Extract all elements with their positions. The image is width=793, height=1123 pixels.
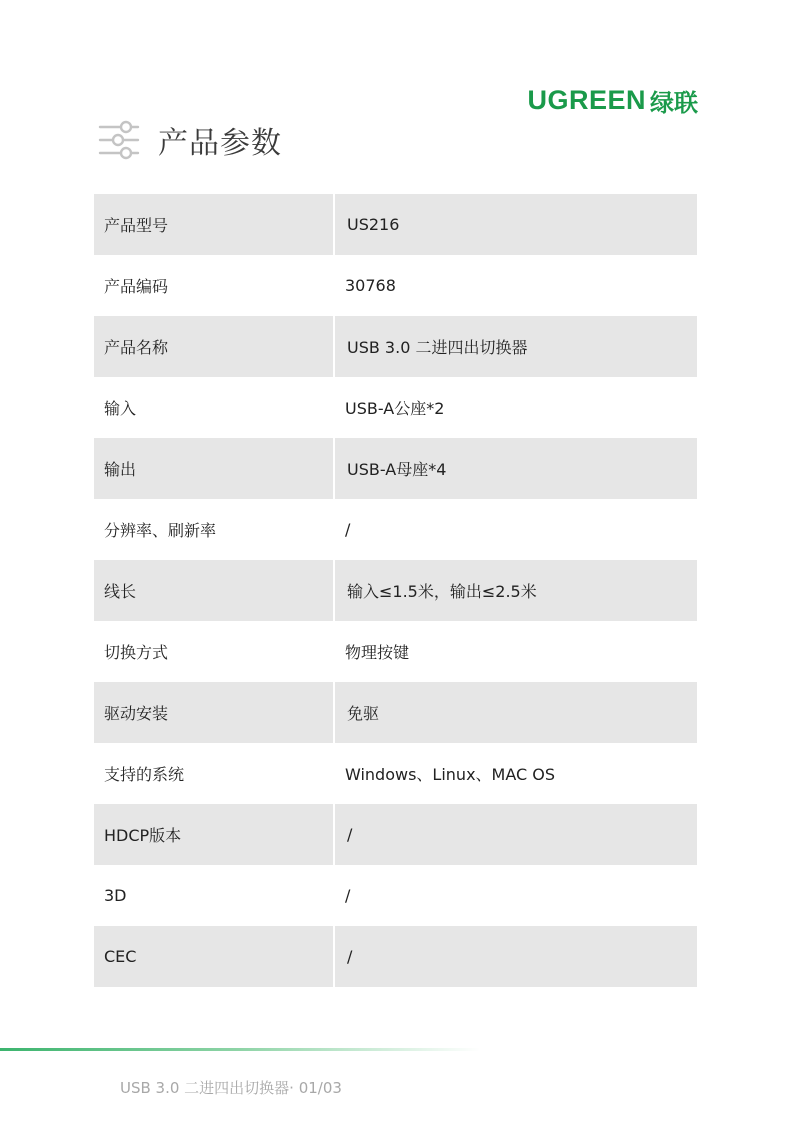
spec-label: 支持的系统 <box>104 765 185 784</box>
spec-label: 输出 <box>104 460 137 479</box>
spec-value: USB 3.0 二进四出切换器 <box>333 316 697 377</box>
spec-row <box>94 194 697 255</box>
sliders-icon <box>98 120 140 160</box>
spec-row <box>94 255 697 316</box>
spec-row <box>94 804 697 865</box>
brand-logo-latin: UGREEN <box>527 84 646 115</box>
spec-value: 输入≤1.5米，输出≤2.5米 <box>333 560 697 621</box>
spec-value: 免驱 <box>333 682 697 743</box>
spec-value: USB-A母座*4 <box>333 438 697 499</box>
spec-row <box>94 621 697 682</box>
spec-row <box>94 865 697 926</box>
spec-value: US216 <box>333 194 697 255</box>
spec-label: 切换方式 <box>104 643 169 662</box>
brand-logo-chinese: 绿联 <box>650 88 698 117</box>
spec-label: 驱动安装 <box>104 704 169 723</box>
spec-label: HDCP版本 <box>104 826 182 845</box>
spec-row <box>94 377 697 438</box>
brand-logo <box>527 84 698 116</box>
spec-row <box>94 682 697 743</box>
spec-value: / <box>333 926 697 987</box>
spec-value: / <box>345 520 351 539</box>
spec-label: 线长 <box>104 582 137 601</box>
footer-divider <box>0 1048 480 1051</box>
spec-value: USB-A公座*2 <box>345 399 445 418</box>
spec-row <box>94 560 697 621</box>
spec-row <box>94 499 697 560</box>
spec-label: CEC <box>104 947 137 966</box>
section-header <box>98 118 282 162</box>
spec-row <box>94 316 697 377</box>
spec-row <box>94 438 697 499</box>
spec-label: 3D <box>104 886 127 905</box>
section-title: 产品参数 <box>158 126 282 161</box>
spec-label: 输入 <box>104 399 137 418</box>
spec-value: / <box>333 804 697 865</box>
footer-page-label: USB 3.0 二进四出切换器· 01/03 <box>120 1079 342 1097</box>
spec-value: 物理按键 <box>345 643 410 662</box>
spec-label: 产品编码 <box>104 277 169 296</box>
spec-table <box>94 194 697 987</box>
spec-value: Windows、Linux、MAC OS <box>345 765 556 784</box>
spec-row <box>94 743 697 804</box>
spec-value: / <box>345 886 351 905</box>
spec-label: 分辨率、刷新率 <box>104 521 217 540</box>
spec-value: 30768 <box>345 276 396 295</box>
spec-label: 产品名称 <box>104 338 169 357</box>
spec-row <box>94 926 697 987</box>
spec-label: 产品型号 <box>104 216 169 235</box>
